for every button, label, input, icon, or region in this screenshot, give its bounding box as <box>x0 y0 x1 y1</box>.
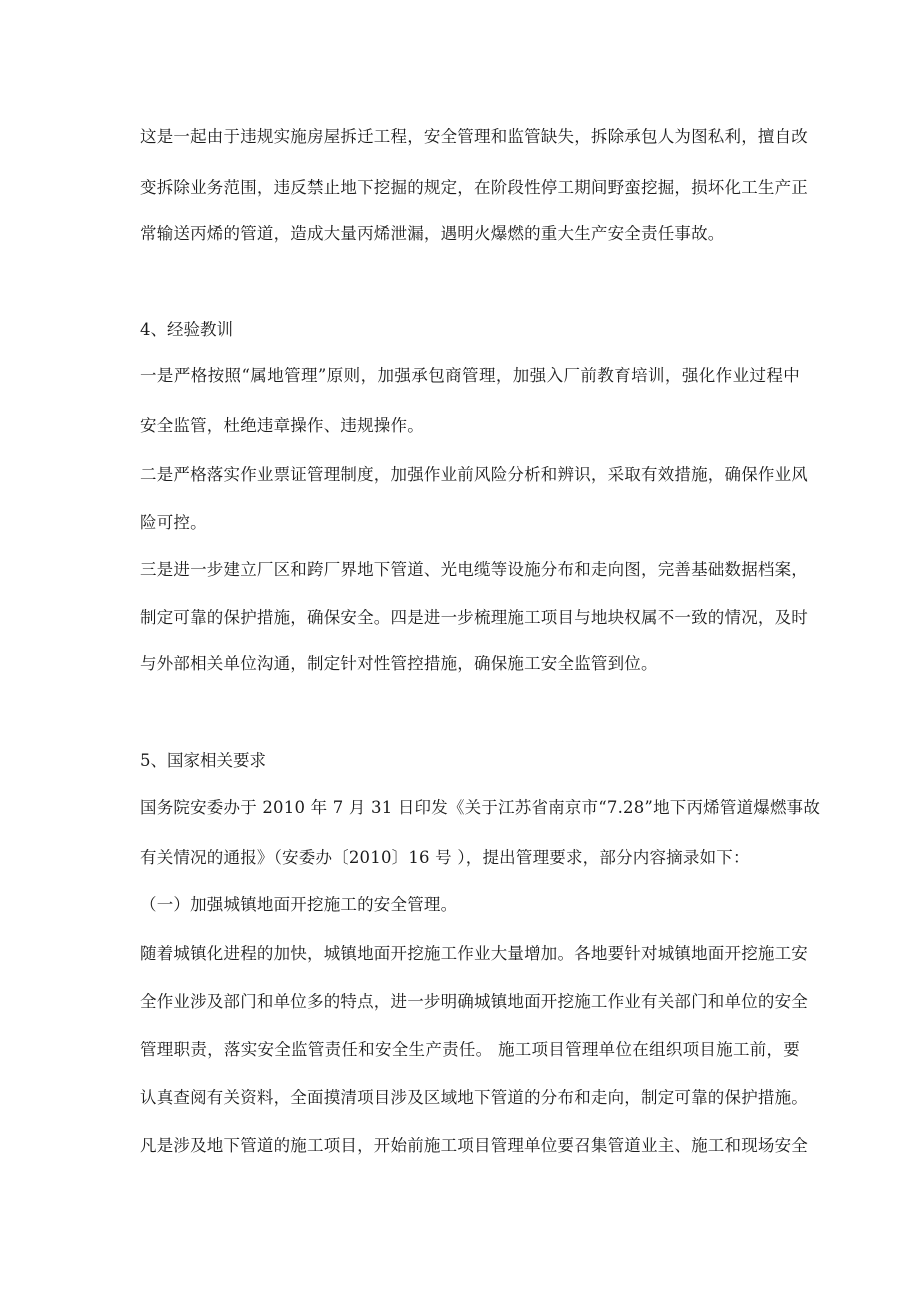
paragraph-line: （一）加强城镇地面开挖施工的安全管理。 <box>140 895 458 914</box>
paragraph-line: 全作业涉及部门和单位多的特点，进一步明确城镇地面开挖施工作业有关部门和单位的安全 <box>140 992 808 1011</box>
section-heading: 4、经验教训 <box>140 320 233 339</box>
paragraph-line: 险可控。 <box>140 513 207 532</box>
paragraph-line: 变拆除业务范围，违反禁止地下挖掘的规定，在阶段性停工期间野蛮挖掘，损坏化工生产正 <box>140 178 808 197</box>
paragraph-line: 凡是涉及地下管道的施工项目，开始前施工项目管理单位要召集管道业主、施工和现场安全 <box>140 1136 808 1155</box>
paragraph-line: 国务院安委办于 2010 年 7 月 31 日印发《关于江苏省南京市“7.28”地下丙烯管道爆燃事故 <box>140 798 821 817</box>
section-heading: 5、国家相关要求 <box>140 751 266 770</box>
paragraph-line: 与外部相关单位沟通，制定针对性管控措施，确保施工安全监管到位。 <box>140 654 658 673</box>
paragraph-line: 有关情况的通报》（安委办〔2010〕16 号 ），提出管理要求，部分内容摘录如下： <box>140 848 750 867</box>
paragraph-line: 安全监管，杜绝违章操作、违规操作。 <box>140 416 424 435</box>
paragraph-line: 制定可靠的保护措施，确保安全。四是进一步梳理施工项目与地块权属不一致的情况，及时 <box>140 608 808 627</box>
paragraph-line: 这是一起由于违规实施房屋拆迁工程，安全管理和监管缺失，拆除承包人为图私利，擅自改 <box>140 127 808 146</box>
paragraph-line: 随着城镇化进程的加快，城镇地面开挖施工作业大量增加。各地要针对城镇地面开挖施工安 <box>140 944 808 963</box>
paragraph-line: 认真查阅有关资料，全面摸清项目涉及区域地下管道的分布和走向，制定可靠的保护措施。 <box>140 1088 808 1107</box>
paragraph-line: 一是严格按照“属地管理”原则，加强承包商管理，加强入厂前教育培训，强化作业过程中 <box>140 366 800 385</box>
paragraph-line: 管理职责，落实安全监管责任和安全生产责任。 施工项目管理单位在组织项目施工前，要 <box>140 1040 800 1059</box>
paragraph-line: 三是进一步建立厂区和跨厂界地下管道、光电缆等设施分布和走向图，完善基础数据档案， <box>140 560 808 579</box>
paragraph-line: 常输送丙烯的管道，造成大量丙烯泄漏，遇明火爆燃的重大生产安全责任事故。 <box>140 224 725 243</box>
paragraph-line: 二是严格落实作业票证管理制度，加强作业前风险分析和辨识，采取有效措施，确保作业风 <box>140 465 808 484</box>
